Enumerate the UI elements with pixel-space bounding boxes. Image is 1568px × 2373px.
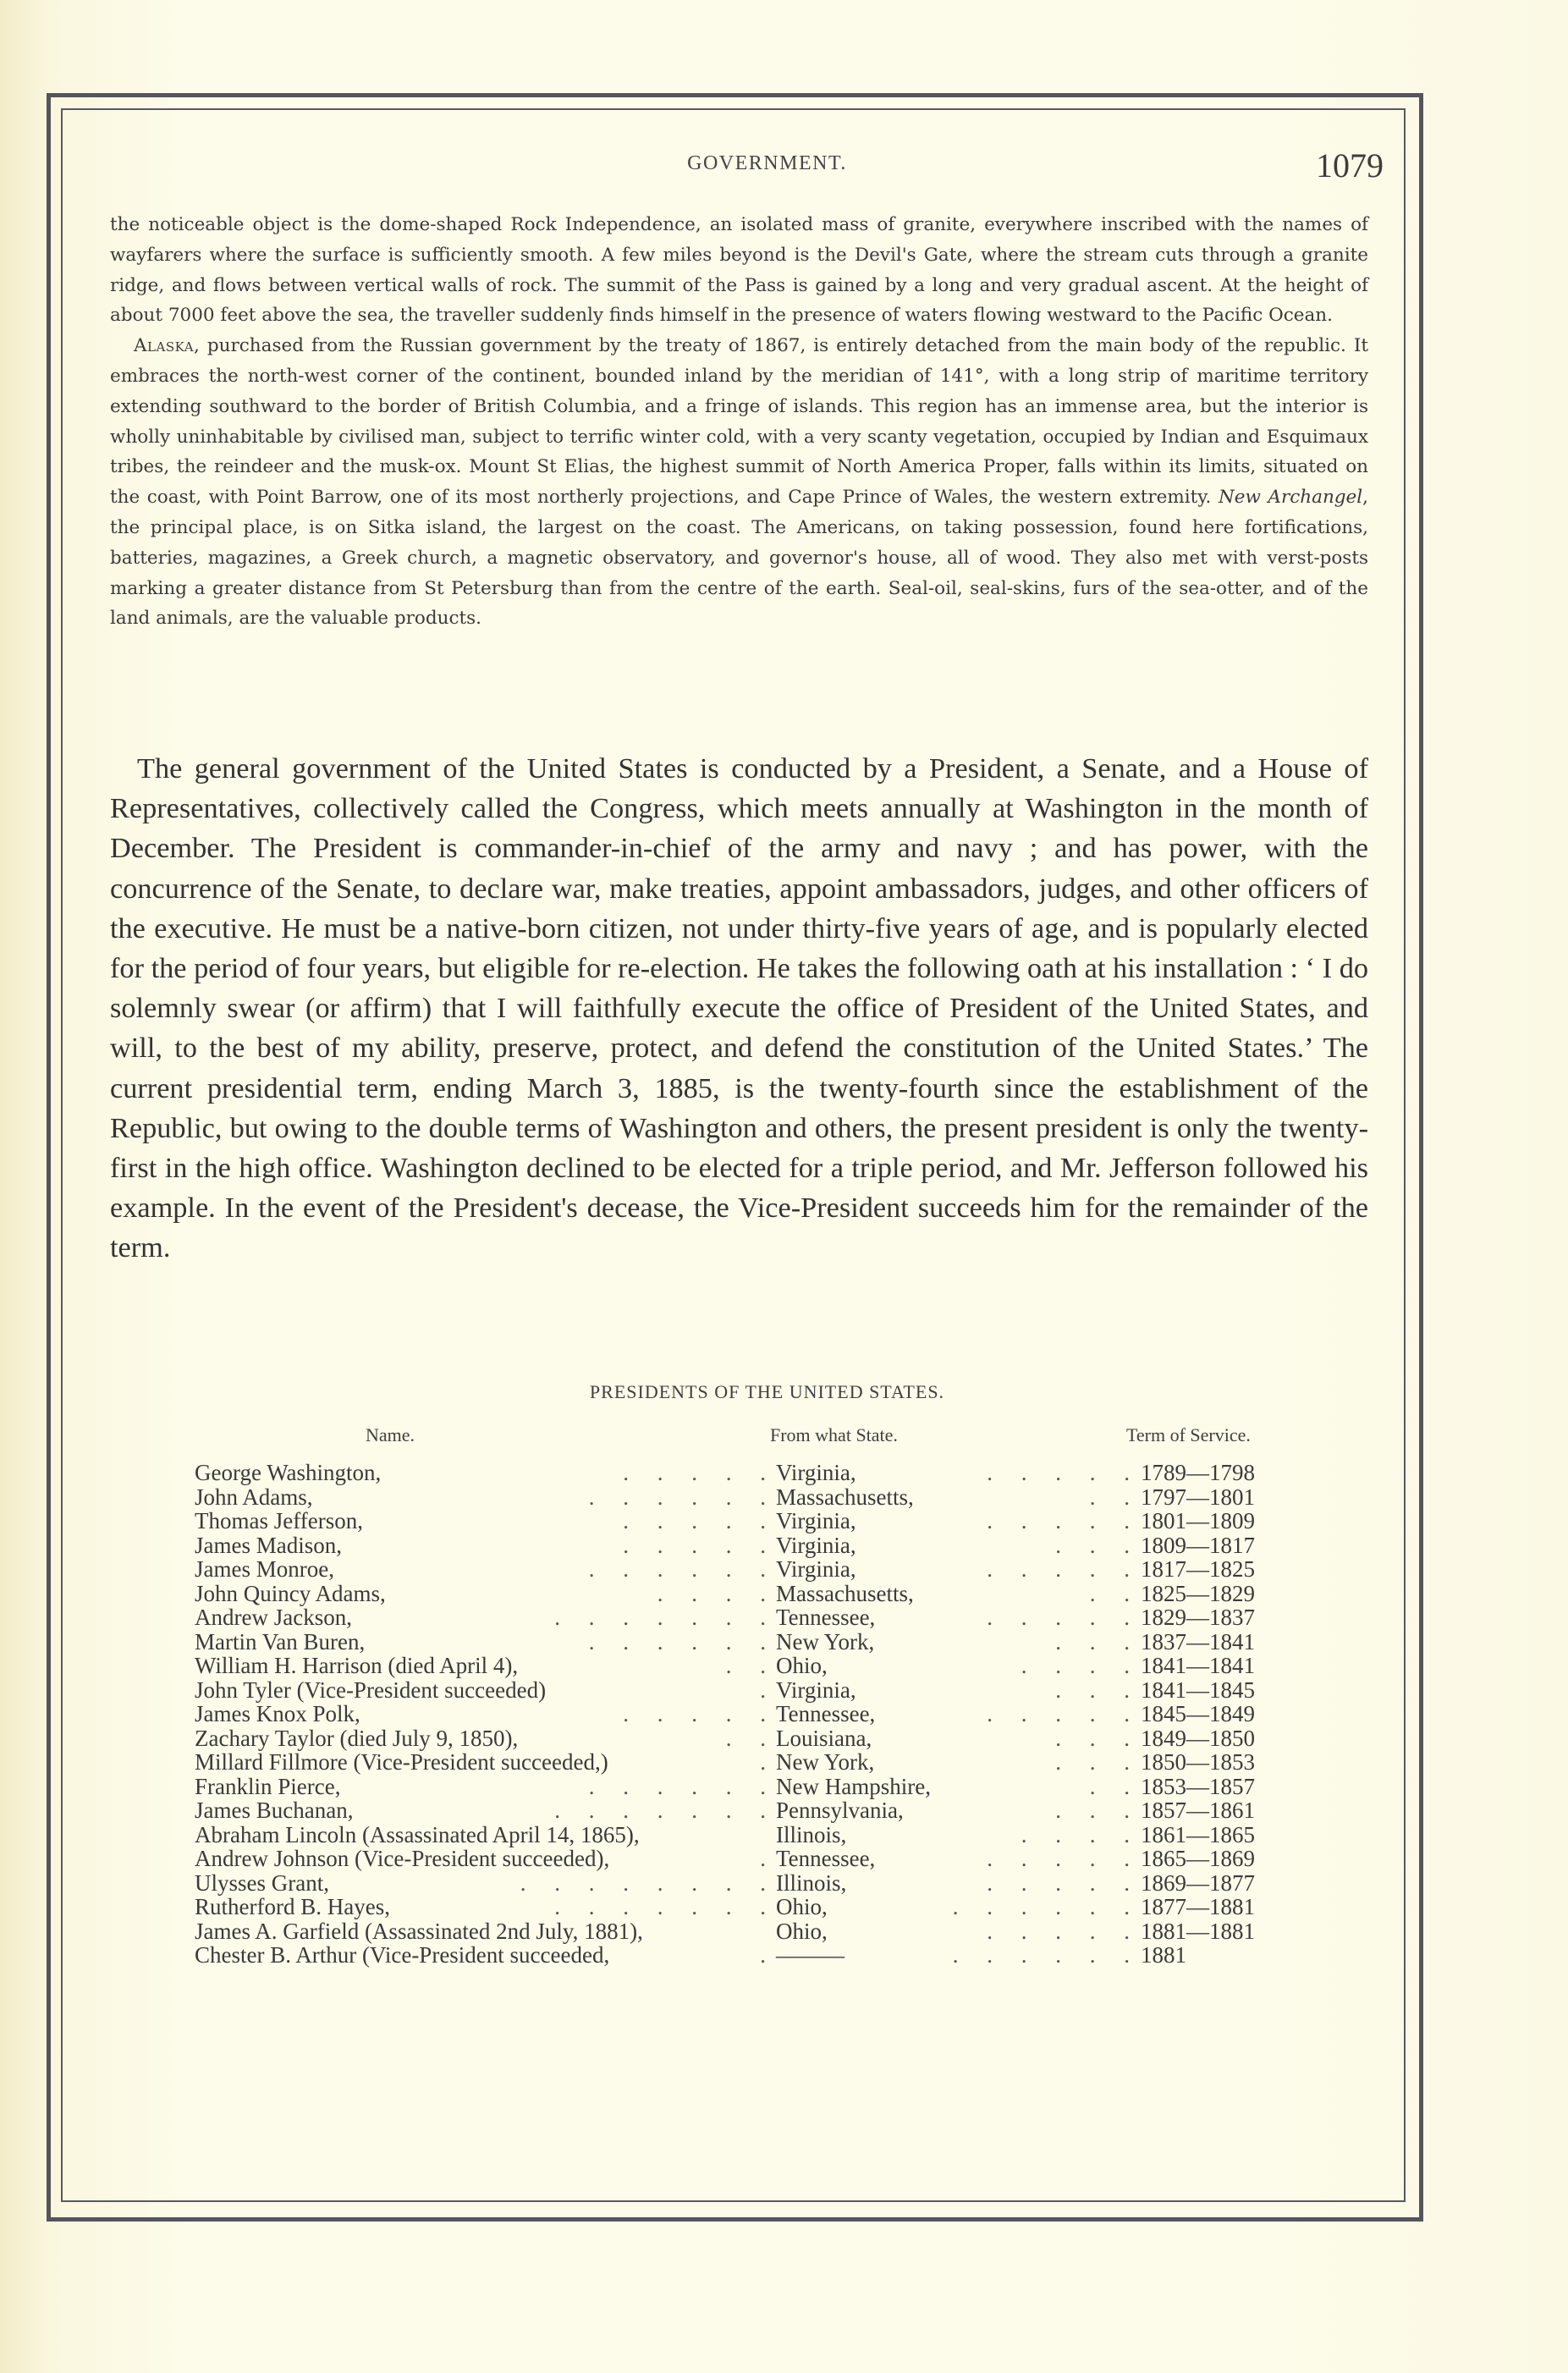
table-row xyxy=(0,1630,1568,1654)
president-name: John Tyler (Vice-President succeeded) xyxy=(195,1677,547,1703)
leader-dots: . . xyxy=(1089,1484,1130,1510)
leader-dots: . xyxy=(760,1942,766,1968)
president-name: Martin Van Buren, xyxy=(195,1628,366,1654)
president-name: Andrew Johnson (Vice-President succeeded), xyxy=(195,1846,610,1871)
column-header-state: From what State. xyxy=(770,1424,898,1445)
table-row xyxy=(0,1823,1568,1847)
table-row xyxy=(0,1847,1568,1871)
leader-dots: . . . . . xyxy=(623,1508,766,1533)
table-row xyxy=(0,1605,1568,1630)
president-state: Ohio, xyxy=(776,1894,828,1919)
leader-dots: . . . . . . xyxy=(952,1894,1130,1919)
leader-dots: . . . . . xyxy=(987,1605,1130,1630)
leader-dots: . . . xyxy=(1055,1532,1130,1558)
leader-dots: . . xyxy=(1089,1580,1130,1606)
leader-dots: . . . . . xyxy=(623,1460,766,1485)
term-of-service: 1877—1881 xyxy=(1141,1894,1255,1919)
president-name: Andrew Jackson, xyxy=(195,1605,352,1630)
table-row xyxy=(0,1919,1568,1944)
president-name: William H. Harrison (died April 4), xyxy=(195,1653,519,1678)
leader-dots: . . . . . . . xyxy=(554,1798,766,1823)
table-row xyxy=(0,1654,1568,1678)
table-row xyxy=(0,1702,1568,1726)
leader-dots: . . . . . . xyxy=(588,1773,766,1799)
leader-dots: . . . xyxy=(1055,1677,1130,1703)
president-state: Tennessee, xyxy=(776,1605,876,1630)
term-of-service: 1841—1841 xyxy=(1141,1653,1255,1678)
president-state: ——— xyxy=(776,1942,845,1968)
table-row xyxy=(0,1775,1568,1799)
president-name: Millard Fillmore (Vice-President succeeded,) xyxy=(195,1749,608,1775)
president-state: Illinois, xyxy=(776,1869,847,1896)
table-title-text: PRESIDENTS OF THE UNITED STATES. xyxy=(589,1381,945,1402)
president-name: James A. Garfield (Assassinated 2nd July, 1881), xyxy=(195,1918,643,1944)
leader-dots: . . . . . xyxy=(987,1460,1130,1485)
president-name: James Knox Polk, xyxy=(195,1701,360,1726)
leader-dots: . . . . . . xyxy=(952,1942,1130,1968)
term-of-service: 1845—1849 xyxy=(1141,1701,1255,1726)
column-header-name: Name. xyxy=(366,1424,415,1445)
government-paragraph: The general government of the United States is conducted by a President, a Senate, and a House of Representatives, collectively called the Congress, which meets annually at Washington in the month of December. The President is commander-in-chief of the army and navy ; and has power, with the concurrence of the Senate, to declare war, make treaties, appoint ambassadors, judges, and other officers of the executive. He must be a native-born citizen, not under thirty-five years of age, and is popularly elected for the period of four years, but eligible for re-election. He takes the following oath at his installation : ‘ I do solemnly swear (or affirm) that I will faithfully execute the office of President of the United States, and will, to the best of my ability, preserve, protect, and defend the constitution of the United States.’ The current presidential term, ending March 3, 1885, is the twenty-fourth since the establishment of the Republic, but owing to the double terms of Washington and others, the present president is only the twenty-first in the high office. Washington declined to be elected for a triple period, and Mr. Jefferson followed his example. In the event of the President's decease, the Vice-President succeeds him for the remainder of the term. xyxy=(110,752,1368,1264)
president-state: New York, xyxy=(776,1628,875,1654)
leader-dots: . . . . . . xyxy=(588,1556,766,1582)
table-row xyxy=(0,1943,1568,1968)
leader-dots: . . . . . . xyxy=(588,1484,766,1510)
president-name: Chester B. Arthur (Vice-President succeeded, xyxy=(195,1942,610,1968)
column-header-term: Term of Service. xyxy=(1126,1424,1251,1445)
term-of-service: 1801—1809 xyxy=(1141,1508,1255,1533)
table-row xyxy=(0,1509,1568,1533)
table-row xyxy=(0,1485,1568,1510)
president-state: Illinois, xyxy=(776,1821,847,1847)
alaska-lead: Alaska xyxy=(134,335,195,357)
table-row xyxy=(0,1582,1568,1606)
leader-dots: . xyxy=(760,1677,766,1703)
president-name: Rutherford B. Hayes, xyxy=(195,1894,390,1919)
president-state: New York, xyxy=(776,1749,875,1775)
alaska-paragraph xyxy=(110,331,1368,634)
term-of-service: 1797—1801 xyxy=(1141,1484,1255,1510)
table-row xyxy=(0,1726,1568,1751)
leader-dots: . . . . . xyxy=(987,1701,1130,1726)
president-name: Ulysses Grant, xyxy=(195,1869,329,1896)
president-name: James Monroe, xyxy=(195,1556,334,1582)
table-row xyxy=(0,1557,1568,1582)
term-of-service: 1881—1881 xyxy=(1141,1918,1255,1944)
running-head-text: GOVERNMENT. xyxy=(687,152,847,174)
president-state: Virginia, xyxy=(776,1556,856,1582)
leader-dots: . . . . . xyxy=(987,1556,1130,1582)
term-of-service: 1853—1857 xyxy=(1141,1773,1255,1799)
president-state: Louisiana, xyxy=(776,1725,872,1751)
leader-dots: . xyxy=(760,1846,766,1871)
leader-dots: . xyxy=(760,1749,766,1775)
president-name: Zachary Taylor (died July 9, 1850), xyxy=(195,1725,519,1751)
leader-dots: . . . . . . . xyxy=(554,1605,766,1630)
president-state: Tennessee, xyxy=(776,1846,876,1871)
leader-dots: . . . xyxy=(1055,1749,1130,1775)
president-state: Virginia, xyxy=(776,1460,856,1485)
south-pass-paragraph: the noticeable object is the dome-shaped Rock Independence, an isolated mass of granite, everywhere inscribed with the names of wayfarers where the surface is sufficiently smooth. A few miles beyond is the Devil's Gate, where the stream cuts through a granite ridge, and flows between vertical walls of rock. The summit of the Pass is gained by a long and very gradual ascent. At the height of about 7000 feet above the sea, the traveller suddenly finds himself in the presence of waters flowing westward to the Pacific Ocean. xyxy=(110,214,1368,327)
president-state: Virginia, xyxy=(776,1532,856,1558)
leader-dots: . . . . . xyxy=(987,1918,1130,1944)
term-of-service: 1837—1841 xyxy=(1141,1628,1255,1654)
presidents-table-body xyxy=(0,1461,1568,1968)
term-of-service: 1809—1817 xyxy=(1141,1532,1255,1558)
table-row xyxy=(0,1533,1568,1558)
president-name: James Buchanan, xyxy=(195,1798,354,1823)
alaska-text-b: , the principal place, is on Sitka island, the largest on the coast. The Americans, on taking possession, found here fortifications, batteries, magazines, a Greek church, a magnetic observatory, and governor's house, all of wood. They also met with verst-posts marking a greater distance from St Petersburg than from the centre of the earth. Seal-oil, seal-skins, furs of the sea-otter, and of the land animals, are the valuable products. xyxy=(110,487,1368,630)
president-name: James Madison, xyxy=(195,1532,342,1558)
leader-dots: . . . . xyxy=(657,1580,766,1606)
term-of-service: 1817—1825 xyxy=(1141,1556,1255,1582)
leader-dots: . . xyxy=(725,1725,766,1751)
president-state: Ohio, xyxy=(776,1918,828,1944)
president-state: Massachusetts, xyxy=(776,1484,914,1510)
leader-dots: . . . . . xyxy=(987,1846,1130,1871)
president-name: John Adams, xyxy=(195,1484,313,1510)
president-name: George Washington, xyxy=(195,1460,382,1485)
table-title xyxy=(0,1381,1568,1403)
leader-dots: . . . . . . xyxy=(588,1628,766,1654)
president-name: Abraham Lincoln (Assassinated April 14, 1865), xyxy=(195,1821,640,1847)
leader-dots: . . . . xyxy=(1021,1821,1130,1847)
term-of-service: 1857—1861 xyxy=(1141,1798,1255,1823)
term-of-service: 1865—1869 xyxy=(1141,1846,1255,1871)
leader-dots: . . . . . xyxy=(987,1508,1130,1533)
table-row xyxy=(0,1895,1568,1919)
term-of-service: 1869—1877 xyxy=(1141,1869,1255,1896)
president-name: Thomas Jefferson, xyxy=(195,1508,363,1533)
term-of-service: 1829—1837 xyxy=(1141,1605,1255,1630)
alaska-text-a: , purchased from the Russian government by the treaty of 1867, is entirely detached from the main body of the republic. It embraces the north-west corner of the continent, bounded inland by the meridian of 141°, with a long strip of maritime territory extending southward to the border of British Columbia, and a fringe of islands. This region has an immense area, but the interior is wholly uninhabitable by civilised man, subject to terrific winter cold, with a very scanty vegetation, occupied by Indian and Esquimaux tribes, the reindeer and the musk-ox. Mount St Elias, the highest summit of North America Proper, falls within its limits, situated on the coast, with Point Barrow, one of its most northerly projections, and Cape Prince of Wales, the western extremity. xyxy=(110,335,1368,509)
leader-dots: . . xyxy=(725,1653,766,1678)
leader-dots: . . . . . xyxy=(623,1532,766,1558)
table-row xyxy=(0,1678,1568,1703)
president-state: Virginia, xyxy=(776,1677,856,1703)
term-of-service: 1861—1865 xyxy=(1141,1821,1255,1847)
term-of-service: 1789—1798 xyxy=(1141,1460,1255,1485)
table-row xyxy=(0,1461,1568,1485)
president-name: John Quincy Adams, xyxy=(195,1580,386,1606)
term-of-service: 1825—1829 xyxy=(1141,1580,1255,1606)
new-archangel-italic: New Archangel xyxy=(1218,487,1363,509)
government-section xyxy=(110,749,1368,1269)
president-state: New Hampshire, xyxy=(776,1773,931,1799)
leader-dots: . . . . . . . . xyxy=(520,1869,766,1896)
term-of-service: 1881 xyxy=(1141,1942,1186,1968)
page-number: 1079 xyxy=(1316,146,1384,184)
president-state: Massachusetts, xyxy=(776,1580,914,1606)
alaska-section xyxy=(110,210,1368,634)
president-name: Franklin Pierce, xyxy=(195,1773,341,1799)
president-state: Tennessee, xyxy=(776,1701,876,1726)
leader-dots: . . xyxy=(1089,1773,1130,1799)
leader-dots: . . . xyxy=(1055,1798,1130,1823)
term-of-service: 1850—1853 xyxy=(1141,1749,1255,1775)
president-state: Virginia, xyxy=(776,1508,856,1533)
table-row xyxy=(0,1798,1568,1823)
table-row xyxy=(0,1871,1568,1896)
leader-dots: . . . . . xyxy=(987,1869,1130,1896)
leader-dots: . . . . xyxy=(1021,1653,1130,1678)
leader-dots: . . . xyxy=(1055,1725,1130,1751)
term-of-service: 1841—1845 xyxy=(1141,1677,1255,1703)
president-state: Ohio, xyxy=(776,1653,828,1678)
table-row xyxy=(0,1750,1568,1775)
leader-dots: . . . . . . . xyxy=(554,1894,766,1919)
leader-dots: . . . xyxy=(1055,1628,1130,1654)
leader-dots: . . . . . xyxy=(623,1701,766,1726)
president-state: Pennsylvania, xyxy=(776,1798,904,1823)
term-of-service: 1849—1850 xyxy=(1141,1725,1255,1751)
